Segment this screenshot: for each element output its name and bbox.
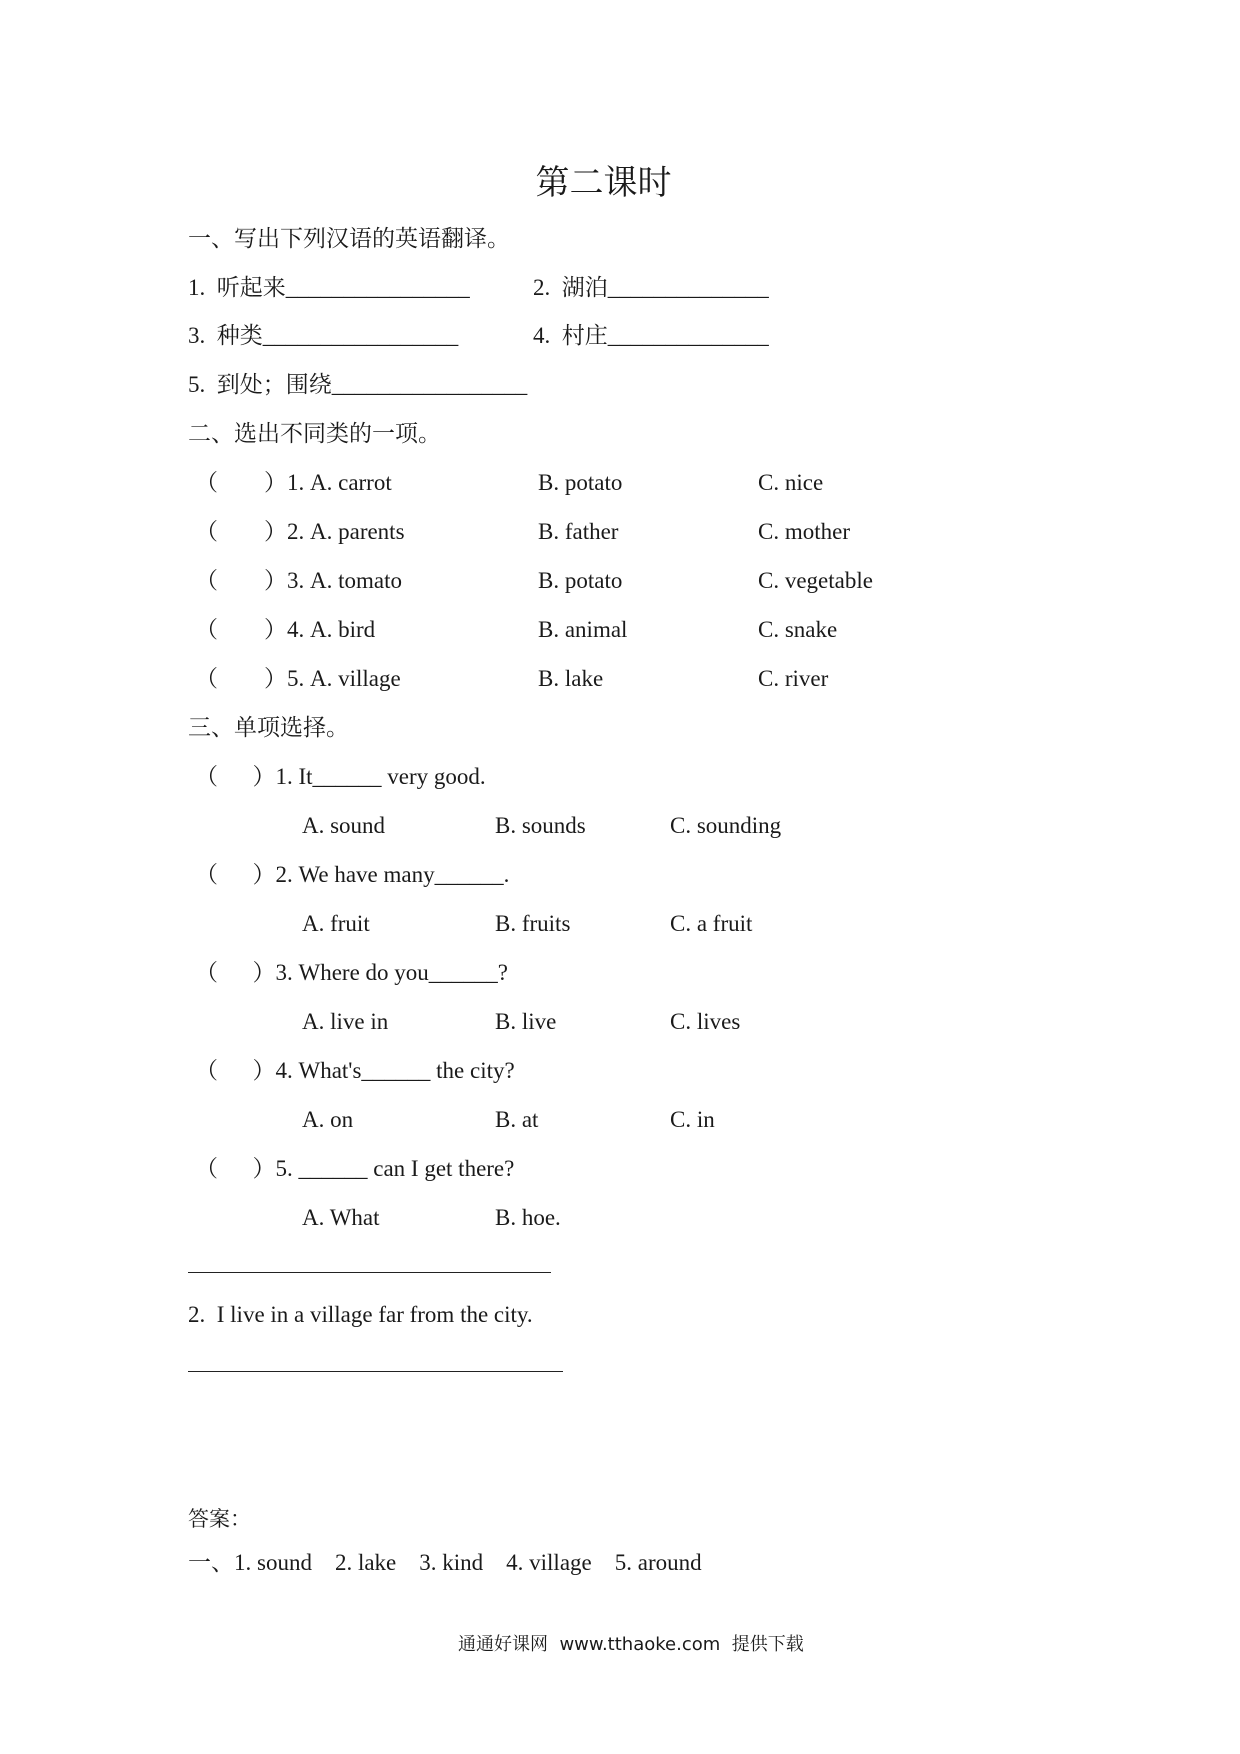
section3-option-c: C. in	[670, 1107, 715, 1132]
section2-row-option-a: （ ）4. A. bird	[195, 617, 376, 642]
section1-item: 3. 种类_________________	[188, 323, 459, 348]
section3-question: （ ）1. It______ very good.	[195, 764, 486, 789]
section3-option-a: A. What	[302, 1205, 380, 1230]
section3-option-c: C. sounding	[670, 813, 782, 838]
section2-row-option-a: （ ）1. A. carrot	[195, 470, 392, 495]
section1-item: 1. 听起来________________	[188, 275, 470, 300]
section2-row-option-a: （ ）5. A. village	[195, 666, 401, 691]
section3-question: （ ）2. We have many______.	[195, 862, 510, 887]
section3-option-b: B. hoe.	[495, 1205, 561, 1230]
section2-row-option-b: B. lake	[538, 666, 604, 691]
section1-heading: 一、写出下列汉语的英语翻译。	[188, 226, 510, 251]
section2-row-option-c: C. nice	[758, 470, 824, 495]
section3-option-a: A. fruit	[302, 911, 370, 936]
answers-label: 答案：	[188, 1507, 251, 1531]
section3-option-b: B. live	[495, 1009, 557, 1034]
page-title: 第二课时	[535, 165, 672, 202]
section3-question: （ ）3. Where do you______?	[195, 960, 508, 985]
answer-blank-line	[188, 1272, 551, 1273]
section2-row-option-c: C. mother	[758, 519, 850, 544]
section3-question: （ ）5. ______ can I get there?	[195, 1156, 515, 1181]
section2-row-option-b: B. potato	[538, 568, 623, 593]
section3-question: （ ）4. What's______ the city?	[195, 1058, 515, 1083]
section2-row-option-c: C. river	[758, 666, 829, 691]
section2-row-option-b: B. potato	[538, 470, 623, 495]
section3-heading: 三、单项选择。	[188, 715, 349, 740]
answers-line: 一、1. sound 2. lake 3. kind 4. village 5. around	[188, 1550, 702, 1575]
section2-heading: 二、选出不同类的一项。	[188, 421, 441, 446]
section2-row-option-a: （ ）3. A. tomato	[195, 568, 402, 593]
footer-text: 通通好课网 www.tthaoke.com 提供下载	[458, 1634, 804, 1655]
section2-row-option-b: B. animal	[538, 617, 628, 642]
section3-option-a: A. live in	[302, 1009, 389, 1034]
answer-blank-line	[188, 1371, 563, 1372]
section3-option-c: C. lives	[670, 1009, 741, 1034]
section3-option-b: B. at	[495, 1107, 539, 1132]
section3-option-b: B. fruits	[495, 911, 571, 936]
section3-option-a: A. on	[302, 1107, 354, 1132]
section2-row-option-c: C. vegetable	[758, 568, 873, 593]
section2-row-option-b: B. father	[538, 519, 619, 544]
section1-item: 5. 到处；围绕_________________	[188, 372, 528, 397]
section2-row-option-a: （ ）2. A. parents	[195, 519, 405, 544]
section3-option-c: C. a fruit	[670, 911, 753, 936]
section1-item: 4. 村庄______________	[533, 323, 769, 348]
section1-item: 2. 湖泊______________	[533, 275, 769, 300]
section3-option-a: A. sound	[302, 813, 386, 838]
section3-option-b: B. sounds	[495, 813, 586, 838]
section2-row-option-c: C. snake	[758, 617, 838, 642]
translate-item: 2. I live in a village far from the city.	[188, 1302, 533, 1327]
